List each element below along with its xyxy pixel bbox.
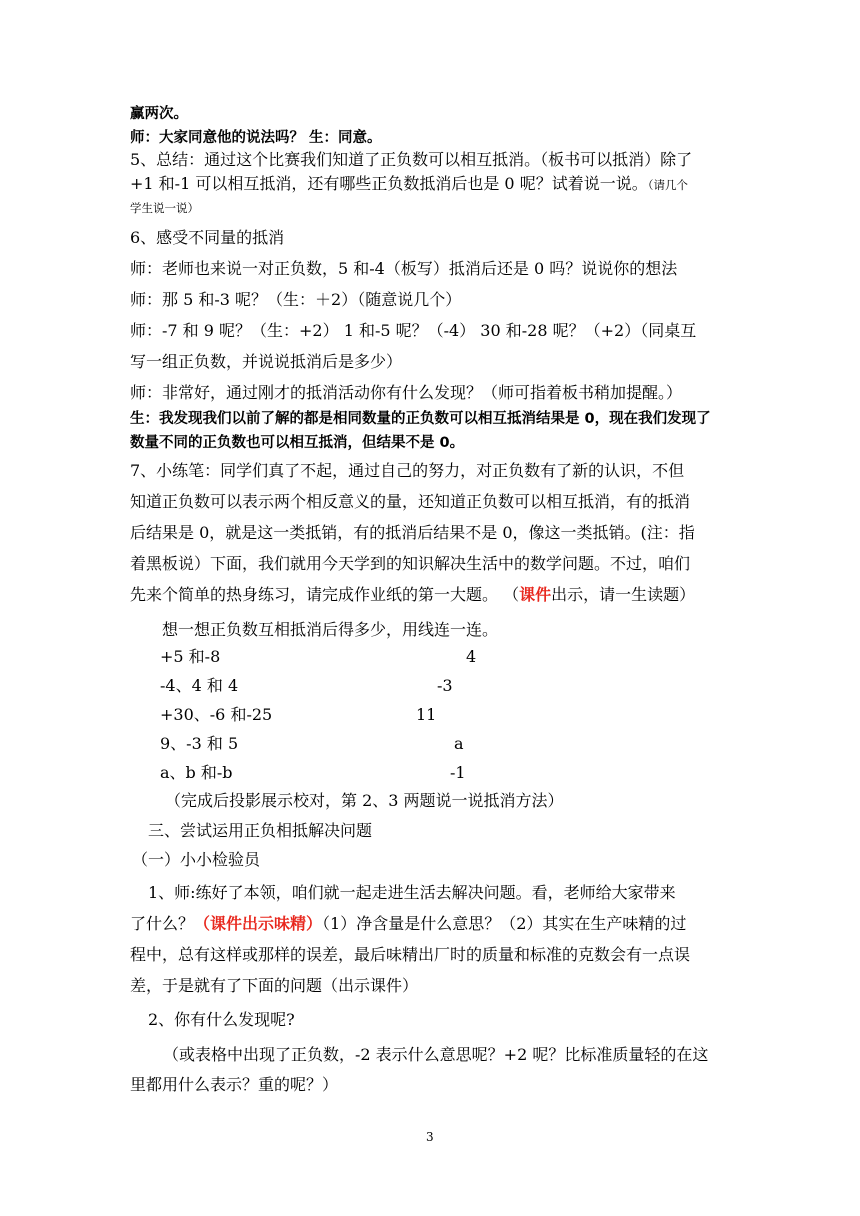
section-heading: 三、尝试运用正负相抵解决问题 [148,821,373,840]
text-line: 赢两次。 [130,106,188,122]
text-line: 7、小练笔：同学们真了不起，通过自己的努力，对正负数有了新的认识，不但 [130,461,685,480]
exercise-left-item: a、b 和-b [160,763,233,782]
text-line: 1、师:练好了本领，咱们就一起走进生活去解决问题。看，老师给大家带来 [148,883,676,902]
text-line: 生：我发现我们以前了解的都是相同数量的正负数可以相互抵消结果是 0，现在我们发现了 [130,411,711,427]
page-number: 3 [426,1130,434,1144]
text-line: 着黑板说）下面，我们就用今天学到的知识解决生活中的数学问题。不过，咱们 [130,554,691,573]
exercise-right-item: 11 [416,705,437,724]
text-line: 差，于是就有了下面的问题（出示课件） [130,976,419,995]
exercise-right-item: a [454,734,464,753]
courseware-highlight: （课件出示味精） [194,914,323,933]
text-line: 知道正负数可以表示两个相反意义的量，还知道正负数可以相互抵消，有的抵消 [130,492,691,511]
text-line: 师：老师也来说一对正负数，5 和-4（板写）抵消后还是 0 吗？说说你的想法 [130,259,678,278]
text-line: 程中，总有这样或那样的误差，最后味精出厂时的质量和标准的克数会有一点误 [130,945,691,964]
text-line: 先来个简单的热身练习，请完成作业纸的第一大题。 （课件出示，请一生读题） [130,585,696,604]
text-line: 后结果是 0，就是这一类抵销，有的抵消后结果不是 0，像这一类抵销。(注：指 [130,523,695,542]
text-line: 了什么？（课件出示味精）（1）净含量是什么意思？（2）其实在生产味精的过 [130,914,687,933]
exercise-right-item: -3 [437,676,453,695]
text-line: 5、总结：通过这个比赛我们知道了正负数可以相互抵消。（板书可以抵消）除了 [130,150,693,169]
text-line: 写一组正负数，并说说抵消后是多少） [130,352,403,371]
text-line: 师：大家同意他的说法吗？ 生：同意。 [130,130,382,146]
exercise-instruction: 想一想正负数互相抵消后得多少，用线连一连。 [162,620,499,639]
exercise-left-item: -4、4 和 4 [160,676,239,695]
text-line: （完成后投影展示校对，第 2、3 两题说一说抵消方法） [165,791,564,810]
text-line: （或表格中出现了正负数，-2 表示什么意思呢？+2 呢？比标准质量轻的在这 [163,1045,709,1064]
text-line: 里都用什么表示？重的呢？） [130,1075,339,1094]
section-heading: 6、感受不同量的抵消 [130,228,285,247]
text-line: 师：那 5 和-3 呢？（生：＋2）（随意说几个） [130,290,462,309]
text-line: 2、你有什么发现呢? [148,1010,295,1029]
exercise-left-item: +5 和-8 [160,647,221,666]
text-line: +1 和-1 可以相互抵消，还有哪些正负数抵消后也是 0 呢？试着说一说。（请几个 [130,174,688,193]
exercise-left-item: +30、-6 和-25 [160,705,273,724]
text-line: 师：-7 和 9 呢？（生：+2） 1 和-5 呢？（-4） 30 和-28 呢？（+2）（同桌互 [130,321,697,340]
exercise-right-item: -1 [450,763,466,782]
exercise-left-item: 9、-3 和 5 [160,734,239,753]
text-line: 数量不同的正负数也可以相互抵消，但结果不是 0。 [130,435,465,451]
text-line: 师：非常好，通过刚才的抵消活动你有什么发现？（师可指着板书稍加提醒。） [130,383,683,402]
courseware-highlight: 课件 [519,585,552,604]
exercise-right-item: 4 [466,647,477,666]
text-line: 学生说一说） [130,201,199,215]
subsection-heading: （一）小小检验员 [132,850,261,869]
